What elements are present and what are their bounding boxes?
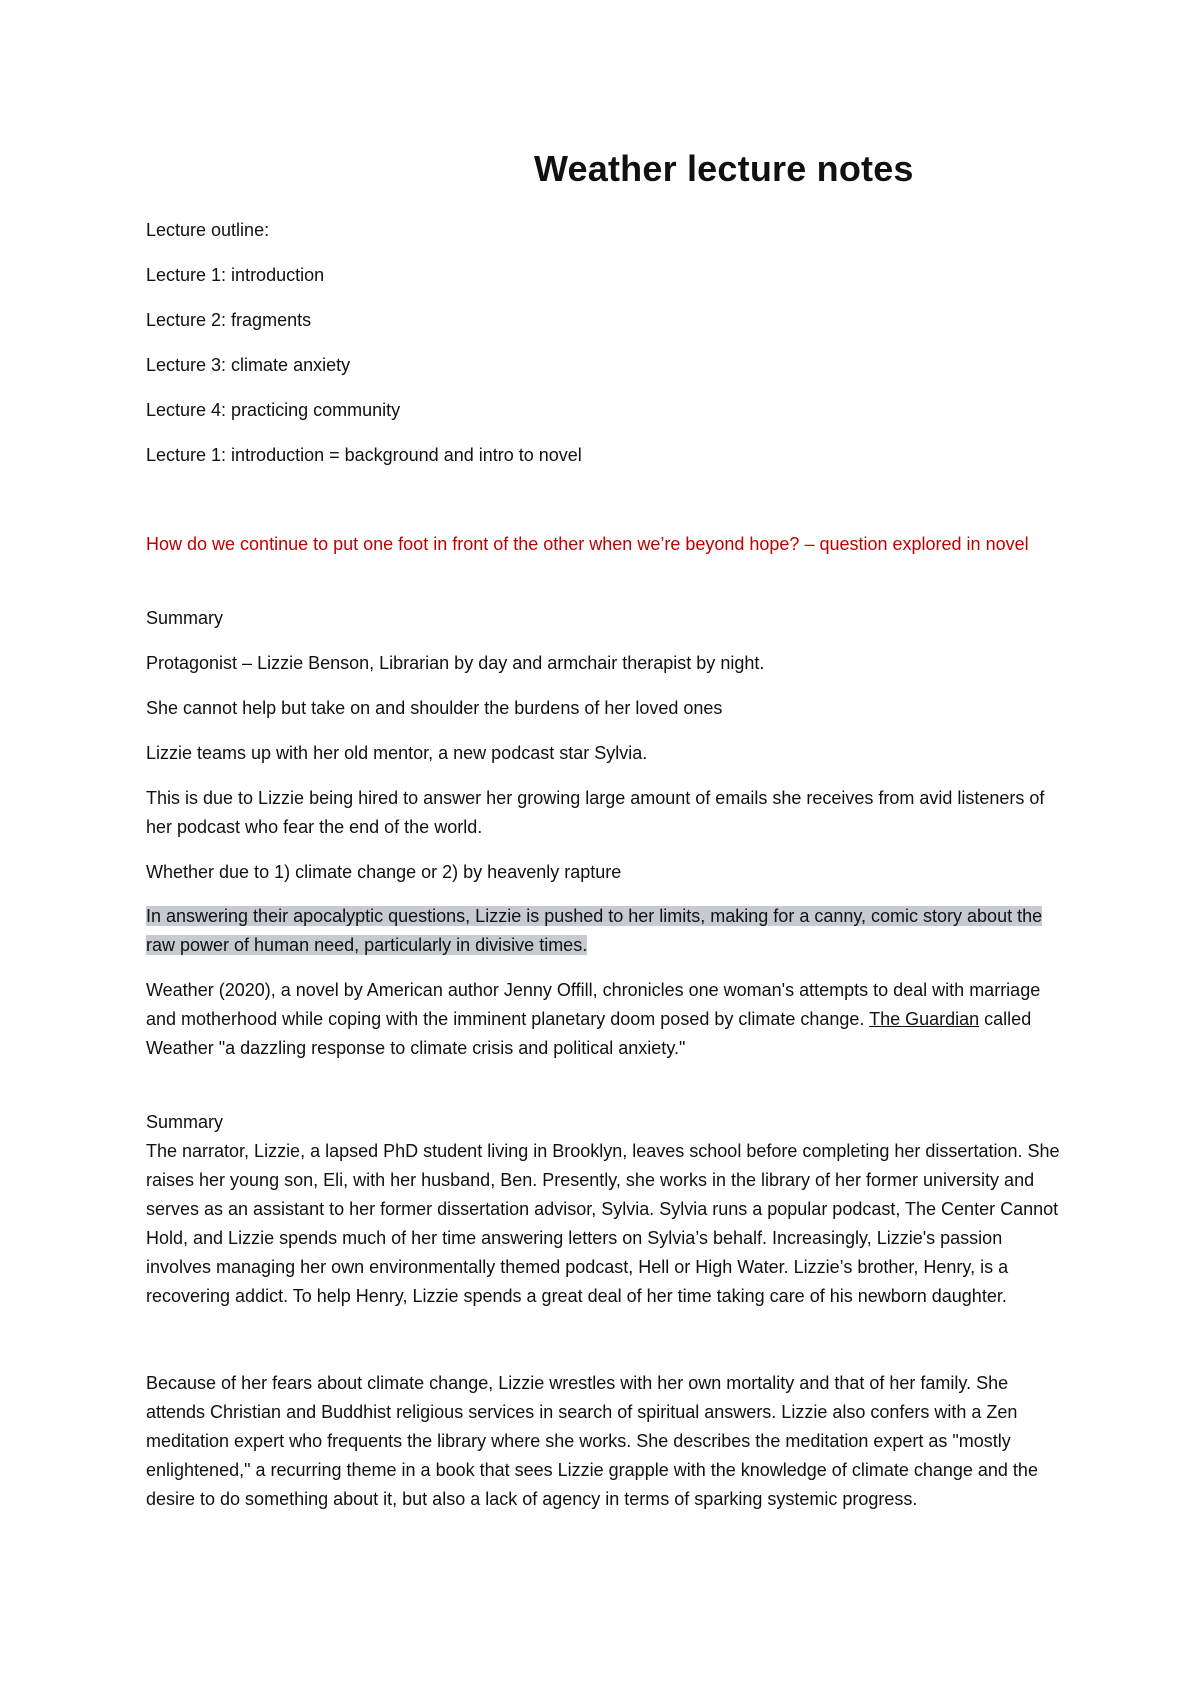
page-title: Weather lecture notes <box>534 148 914 189</box>
outline-item-4: Lecture 4: practicing community <box>146 400 401 420</box>
weather-paragraph <box>146 976 1066 1063</box>
outline-item-3: Lecture 3: climate anxiety <box>146 355 351 375</box>
highlighted-paragraph <box>146 902 1066 960</box>
summary-line-5: Whether due to 1) climate change or 2) by heavenly rapture <box>146 862 622 882</box>
weather-paragraph-text: Weather (2020), a novel by American author Jenny Offill, chronicles one woman's attempts to deal with marriage and motherhood while coping with the imminent planetary doom posed by climate change. <box>146 980 1041 1029</box>
summary-line-4: This is due to Lizzie being hired to answer her growing large amount of emails she receives from avid listeners of her podcast who fear the end of the world. <box>146 788 1045 837</box>
summary2-heading: Summary <box>146 1112 224 1132</box>
key-question: How do we continue to put one foot in front of the other when we’re beyond hope? – question explored in novel <box>146 534 1029 554</box>
highlight-text: In answering their apocalyptic questions, Lizzie is pushed to her limits, making for a canny, comic story about the raw power of human need, particularly in divisive times. <box>146 906 1043 955</box>
guardian-link[interactable]: The Guardian <box>869 1009 980 1029</box>
outline-heading: Lecture outline: <box>146 220 270 240</box>
summary-heading: Summary <box>146 608 224 628</box>
summary2-paragraph-1: The narrator, Lizzie, a lapsed PhD student living in Brooklyn, leaves school before completing her dissertation. She raises her young son, Eli, with her husband, Ben. Presently, she works in the library of her former university and serves as an assistant to her former dissertation advisor, Sylvia. Sylvia runs a popular podcast, The Center Cannot Hold, and Lizzie spends much of her time answering letters on Sylvia’s behalf. Increasingly, Lizzie's passion involves managing her own environmentally themed podcast, Hell or High Water. Lizzie’s brother, Henry, is a recovering addict. To help Henry, Lizzie spends a great deal of her time taking care of his newborn daughter. <box>146 1141 1060 1306</box>
summary-line-3: Lizzie teams up with her old mentor, a new podcast star Sylvia. <box>146 743 648 763</box>
outline-item-1: Lecture 1: introduction <box>146 265 325 285</box>
summary-line-1: Protagonist – Lizzie Benson, Librarian by day and armchair therapist by night. <box>146 653 765 673</box>
outline-item-2: Lecture 2: fragments <box>146 310 312 330</box>
outline-item-5: Lecture 1: introduction = background and intro to novel <box>146 445 582 465</box>
summary2-paragraph-2: Because of her fears about climate change, Lizzie wrestles with her own mortality and that of her family. She attends Christian and Buddhist religious services in search of spiritual answers. Lizzie also confers with a Zen meditation expert who frequents the library where she works. She describes the meditation expert as "mostly enlightened," a recurring theme in a book that sees Lizzie grapple with the knowledge of climate change and the desire to do something about it, but also a lack of agency in terms of sparking systemic progress. <box>146 1373 1038 1509</box>
weather-paragraph-quote: called Weather "a dazzling response to climate crisis and political anxiety." <box>146 1009 1032 1058</box>
summary-line-2: She cannot help but take on and shoulder the burdens of her loved ones <box>146 698 723 718</box>
